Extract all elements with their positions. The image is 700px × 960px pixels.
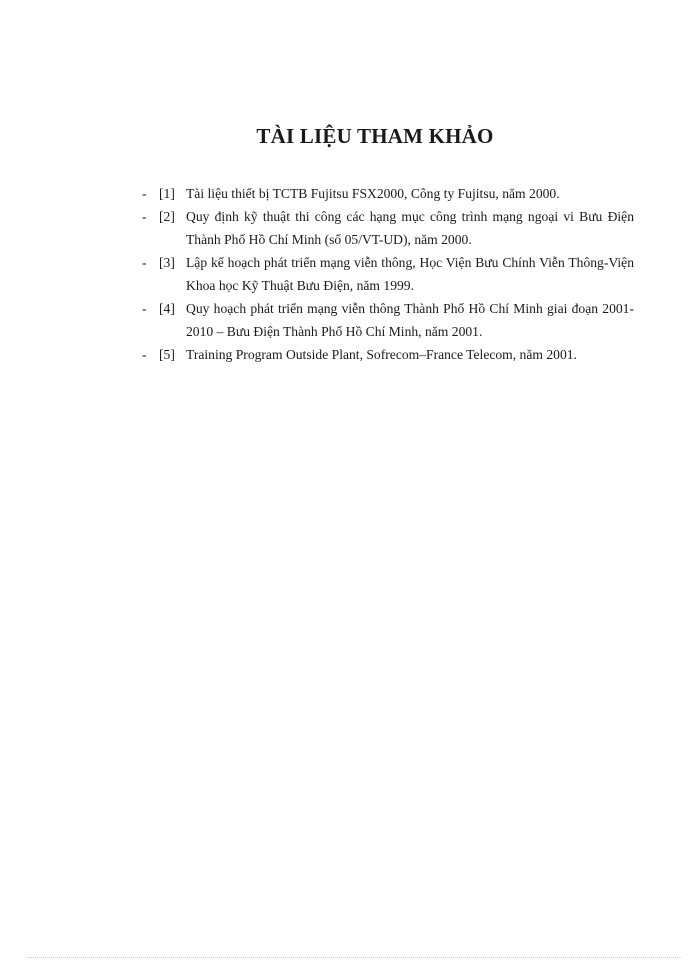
reference-item-4 [142, 297, 634, 343]
reference-text: Training Program Outside Plant, Sofrecom–France Telecom, năm 2001. [186, 347, 577, 362]
page-bottom-divider [28, 957, 682, 958]
reference-text: Quy hoạch phát triển mạng viễn thông Thành Phố Hồ Chí Minh giai đoạn 2001-2010 – Bưu Điện Thành Phố Hồ Chí Minh, năm 2001. [186, 301, 634, 339]
reference-bullet: - [142, 255, 147, 270]
reference-list [142, 182, 634, 366]
reference-bullet: - [142, 347, 147, 362]
page-title: TÀI LIỆU THAM KHẢO [256, 124, 494, 148]
reference-number: [1] [159, 186, 175, 201]
reference-number: [2] [159, 209, 175, 224]
reference-text: Lập kế hoạch phát triển mạng viễn thông, Học Viện Bưu Chính Viễn Thông-Viện Khoa học Kỹ Thuật Bưu Điện, năm 1999. [186, 255, 634, 293]
reference-item-3 [142, 251, 634, 297]
reference-item-1 [142, 182, 634, 205]
reference-bullet: - [142, 209, 147, 224]
reference-number: [3] [159, 255, 175, 270]
reference-bullet: - [142, 186, 147, 201]
reference-text: Quy định kỹ thuật thi công các hạng mục công trình mạng ngoại vi Bưu Điện Thành Phố Hồ Chí Minh (số 05/VT-UD), năm 2000. [186, 209, 634, 247]
reference-item-2 [142, 205, 634, 251]
reference-item-5 [142, 343, 634, 366]
reference-text: Tài liệu thiết bị TCTB Fujitsu FSX2000, Công ty Fujitsu, năm 2000. [186, 186, 560, 201]
reference-number: [5] [159, 347, 175, 362]
reference-bullet: - [142, 301, 147, 316]
reference-number: [4] [159, 301, 175, 316]
